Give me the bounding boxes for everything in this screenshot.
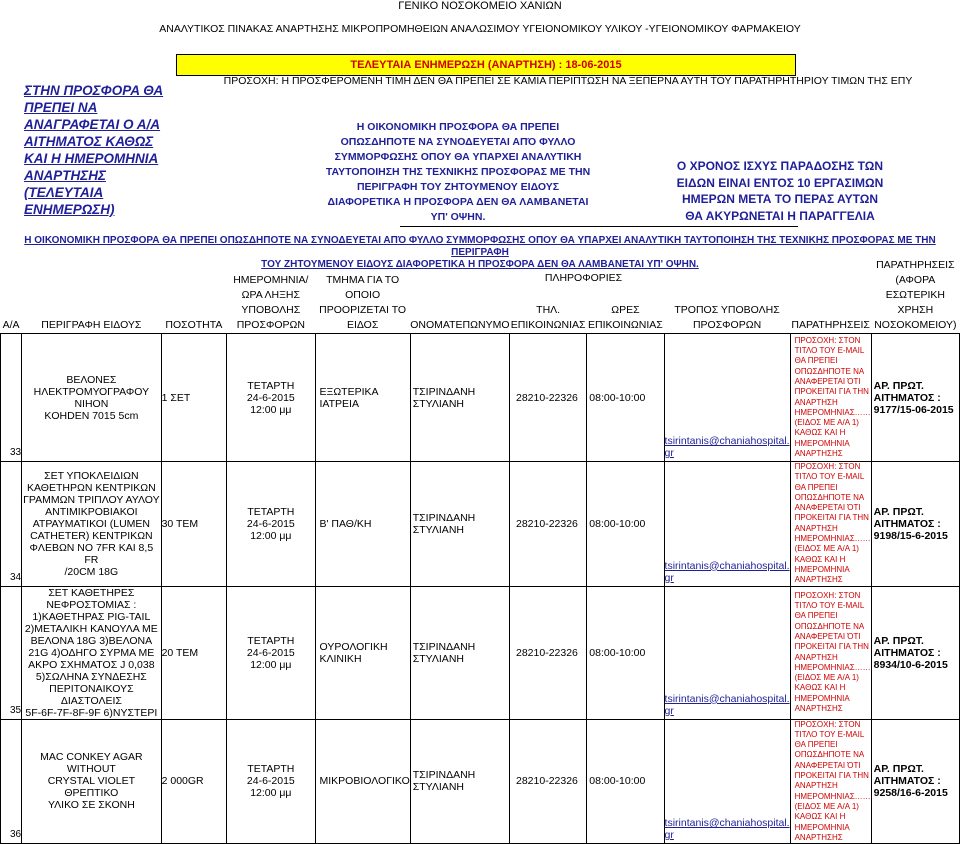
remark-line: ΟΠΩΣΔΗΠΟΤΕ ΝΑ (794, 366, 865, 376)
validity-note-line: Ο ΧΡΟΝΟΣ ΙΣΧΥΣ ΠΑΡΑΔΟΣΗΣ ΤΩΝ (676, 159, 884, 173)
item-description (22, 334, 161, 462)
item-quantity: 1 ΣΕΤ (161, 334, 227, 462)
email-line: tsirintanis@chaniahospital. (664, 817, 790, 830)
remark-line: ΑΝΑΡΤΗΣΗ (794, 397, 838, 407)
row-number: 34 (1, 462, 22, 587)
deadline-line: 24-6-2015 (246, 646, 295, 659)
internal-reference-line: ΑΙΤΗΜΑΤΟΣ : (873, 391, 941, 404)
col-description: ΠΕΡΙΓΡΑΦΗ ΕΙΔΟΥΣ (41, 319, 142, 331)
left-note-line: ΠΡΕΠΕΙ ΝΑ (24, 100, 98, 115)
left-note-line: ΑΝΑΡΤΗΣΗΣ (24, 168, 106, 183)
remark-line: ΠΡΟΣΟΧΗ: ΣΤΟΝ (794, 590, 861, 600)
submission-email-cell (664, 334, 790, 462)
remark-line: ΑΝΑΦΕΡΕΤΑΙ ΌΤΙ (794, 760, 861, 770)
remark-line: ΠΡΟΣΟΧΗ: ΣΤΟΝ (794, 719, 861, 729)
col-remarks: ΠΑΡΑΤΗΡΗΣΕΙΣ (791, 319, 870, 331)
col-hours-line: ΕΠΙΚΟΙΝΩΝΙΑΣ (588, 319, 663, 331)
item-description (22, 719, 161, 844)
deadline-line: ΤΕΤΑΡΤΗ (247, 505, 295, 518)
remark-line: (ΕΙΔΟΣ ΜΕ Α/Α 1) (794, 544, 859, 554)
email-line: gr (664, 829, 674, 842)
submission-deadline (227, 334, 315, 462)
delivery-validity-note (630, 158, 930, 224)
col-hours-line: ΩΡΕΣ (611, 304, 640, 316)
internal-reference-line: ΑΡ. ΠΡΩΤ. (873, 505, 924, 518)
submission-email-cell (664, 586, 790, 719)
contact-name-line: ΣΤΥΛΙΑΝΗ (412, 652, 464, 665)
contact-name (410, 719, 509, 844)
remark-line: ΘΑ ΠΡΕΠΕΙ (794, 611, 838, 621)
item-description-line: 1)ΚΑΘΕΤΗΡΑΣ PIG-TAIL (32, 610, 151, 623)
deadline-line: ΤΕΤΑΡΤΗ (247, 634, 295, 647)
price-warning: ΠΡΟΣΟΧΗ: Η ΠΡΟΣΦΕΡΟΜΕΝΗ ΤΙΜΗ ΔΕΝ ΘΑ ΠΡΕΠΕΙ ΣΕ ΚΑΜΙΑ ΠΕΡΙΠΤΩΣΗ ΝΑ ΞΕΠΕΡΝΑ ΑΥΤΗ ΤΟΥ ΠΑΡΑΤΗΡΗΤΗΡΙΟΥ ΤΙΜΩΝ ΤΗΣ ΕΠΥ (223, 75, 913, 87)
remarks-note (790, 462, 871, 587)
remark-line: ΚΑΘΩΣ ΚΑΙ Η (794, 812, 846, 822)
table-row (1, 586, 960, 719)
remark-line: ΑΝΑΡΤΗΣΗΣ (794, 704, 843, 714)
remark-line: ΑΝΑΦΕΡΕΤΑΙ ΌΤΙ (794, 376, 861, 386)
col-phone-line: ΕΠΙΚΟΙΝΩΝΙΑΣ (510, 319, 586, 331)
remark-line: ΗΜΕΡΟΜΗΝΙΑ (794, 822, 850, 832)
remark-line: ΗΜΕΡΟΜΗΝΙΑΣ…… (794, 534, 871, 544)
internal-reference (871, 719, 959, 844)
item-description-line: KOHDEN 7015 5cm (44, 409, 139, 422)
internal-reference (871, 462, 959, 587)
contact-hours: 08:00-10:00 (587, 586, 664, 719)
col-department-line: ΠΡΟΟΡΙΖΕΤΑΙ ΤΟ (319, 304, 407, 316)
offer-note-underline (400, 226, 798, 227)
remark-line: ΑΝΑΡΤΗΣΗΣ (794, 575, 843, 585)
row-number: 36 (1, 719, 22, 844)
contact-hours: 08:00-10:00 (587, 719, 664, 844)
remark-line: ΚΑΘΩΣ ΚΑΙ Η (794, 428, 846, 438)
col-phone-line: ΤΗΛ. (536, 304, 561, 316)
email-line: gr (664, 704, 674, 717)
item-description-line: 2)ΜΕΤΑΛΙΚΗ ΚΑΝΟΥΛΑ ΜΕ (24, 622, 158, 635)
department-line: ΕΞΩΤΕΡΙΚΑ (319, 385, 379, 398)
contact-name (410, 462, 509, 587)
left-note-line: (ΤΕΛΕΥΤΑΙΑ (24, 185, 104, 200)
item-description-line: ΑΚΡΟ ΣΧΗΜΑΤΟΣ J 0,038 (28, 658, 155, 671)
page-subtitle: ΑΝΑΛΥΤΙΚΟΣ ΠΙΝΑΚΑΣ ΑΝΑΡΤΗΣΗΣ ΜΙΚΡΟΠΡΟΜΗΘΕΙΩΝ ΑΝΑΛΩΣΙΜΟΥ ΥΓΕΙΟΝΟΜΙΚΟΥ ΥΛΙΚΟΥ -ΥΓΕΙΟΝΟΜΙΚΟΥ ΦΑΡΜΑΚΕΙΟΥ (159, 23, 801, 35)
internal-reference-line: ΑΡ. ΠΡΩΤ. (873, 634, 924, 647)
email-line: tsirintanis@chaniahospital. (664, 559, 790, 572)
contact-name-line: ΣΤΥΛΙΑΝΗ (412, 397, 464, 410)
remarks-note (790, 586, 871, 719)
submission-deadline (227, 462, 315, 587)
remark-line: (ΕΙΔΟΣ ΜΕ Α/Α 1) (794, 801, 859, 811)
item-description (22, 462, 161, 587)
col-internal-line: ΠΑΡΑΤΗΡΗΣΕΙΣ (876, 259, 955, 271)
remark-line: ΗΜΕΡΟΜΗΝΙΑΣ…… (794, 791, 871, 801)
hospital-name: ΓΕΝΙΚΟ ΝΟΣΟΚΟΜΕΙΟ ΧΑΝΙΩΝ (398, 0, 562, 12)
internal-reference (871, 334, 959, 462)
remark-line: ΘΑ ΠΡΕΠΕΙ (794, 356, 838, 366)
left-note-line: ΑΙΤΗΜΑΤΟΣ ΚΑΘΩΣ (24, 134, 154, 149)
table-row (1, 462, 960, 587)
submission-email-cell (664, 462, 790, 587)
department-line: ΙΑΤΡΕΙΑ (319, 397, 359, 410)
col-department-line: ΕΙΔΟΣ (346, 319, 379, 331)
contact-phone: 28210-22326 (510, 462, 587, 587)
remark-line: (ΕΙΔΟΣ ΜΕ Α/Α 1) (794, 673, 859, 683)
col-submission (664, 258, 790, 334)
contact-name-line: ΤΣΙΡΙΝΔΑΝΗ (412, 640, 476, 653)
col-phone (510, 258, 587, 334)
remark-line: ΠΡΟΚΕΙΤΑΙ ΓΙΑ ΤΗΝ (794, 771, 869, 781)
col-deadline-line: ΠΡΟΣΦΟΡΩΝ (236, 319, 305, 331)
item-description (22, 586, 161, 719)
item-description-line: /20CM 18G (64, 565, 119, 578)
item-description-line: ΠΕΡΙΤΟΝΑΙΚΟΥΣ ΔΙΑΣΤΟΛΕΙΣ (49, 682, 134, 707)
validity-note-line: ΕΙΔΩΝ ΕΙΝΑΙ ΕΝΤΟΣ 10 ΕΡΓΑΣΙΜΩΝ (676, 175, 884, 190)
col-internal-line: ΕΣΩΤΕΡΙΚΗ (885, 289, 945, 301)
department-line: Β' ΠΑΘ/ΚΗ (319, 517, 372, 530)
remark-line: ΠΡΟΣΟΧΗ: ΣΤΟΝ (794, 335, 861, 345)
procurement-table (0, 258, 960, 844)
department-line: ΚΛΙΝΙΚΗ (319, 652, 362, 665)
item-quantity: 2 000GR (161, 719, 227, 844)
item-description-line: ΑΤΡΑΥΜΑΤΙΚΟΙ (LUMEN (32, 517, 151, 530)
email-link[interactable] (665, 817, 790, 841)
remark-line: ΚΑΘΩΣ ΚΑΙ Η (794, 554, 846, 564)
col-internal-line: ΝΟΣΟΚΟΜΕΙΟΥ) (874, 319, 957, 331)
col-deadline-line: ΗΜΕΡΟΜΗΝΙΑ/ (233, 274, 309, 286)
internal-reference-line: ΑΙΤΗΜΑΤΟΣ : (873, 517, 941, 530)
email-line: tsirintanis@chaniahospital. (664, 692, 790, 705)
remark-line: ΤΙΤΛΟ ΤΟΥ E-MAIL (794, 472, 865, 482)
left-note-line: ΕΝΗΜΕΡΩΣΗ) (24, 202, 115, 217)
contact-name-line: ΣΤΥΛΙΑΝΗ (412, 781, 464, 794)
remark-line: ΑΝΑΡΤΗΣΗ (794, 523, 838, 533)
offer-note-line: ΠΕΡΙΓΡΑΦΗ ΤΟΥ ΖΗΤΟΥΜΕΝΟΥ ΕΙΔΟΥΣ (356, 181, 560, 193)
internal-reference-line: 8934/10-6-2015 (873, 658, 948, 671)
internal-reference-line: 9258/16-6-2015 (873, 787, 948, 800)
internal-reference-line: ΑΡ. ΠΡΩΤ. (873, 379, 924, 392)
col-internal-line: ΧΡΗΣΗ (897, 304, 934, 316)
email-link[interactable] (665, 435, 790, 459)
deadline-line: 12:00 μμ (250, 529, 292, 542)
item-description-line: ΦΛΕΒΩΝ ΝΟ 7FR KAI 8,5 FR (29, 541, 154, 566)
department (315, 334, 410, 462)
deadline-line: ΤΕΤΑΡΤΗ (247, 379, 295, 392)
col-deadline (227, 258, 315, 334)
item-description-line: 5)ΣΩΛΗΝΑ ΣΥΝΔΕΣΗΣ (35, 670, 147, 683)
contact-name-line: ΤΣΙΡΙΝΔΑΝΗ (412, 769, 476, 782)
remark-line: ΠΡΟΚΕΙΤΑΙ ΓΙΑ ΤΗΝ (794, 513, 869, 523)
email-link[interactable] (665, 693, 790, 717)
col-department-line: ΟΠΟΙΟ (345, 289, 381, 301)
remark-line: ΟΠΩΣΔΗΠΟΤΕ ΝΑ (794, 750, 865, 760)
row-number: 33 (1, 334, 22, 462)
item-description-line: ΣΕΤ ΥΠΟΚΛΕΙΔΙΩΝ (44, 469, 139, 482)
col-quantity: ΠΟΣΟΤΗΤΑ (165, 319, 223, 331)
item-description-line: ΥΛΙΚΟ ΣΕ ΣΚΟΝΗ (47, 799, 135, 812)
last-update-banner: ΤΕΛΕΥΤΑΙΑ ΕΝΗΜΕΡΩΣΗ (ΑΝΑΡΤΗΣΗ) : 18-06-2015 (176, 54, 796, 76)
item-quantity: 30 ΤΕΜ (161, 462, 227, 587)
internal-reference-line: ΑΡ. ΠΡΩΤ. (873, 763, 924, 776)
remark-line: ΗΜΕΡΟΜΗΝΙΑ (794, 564, 850, 574)
offer-note-line: ΤΑΥΤΟΠΟΙΗΣΗ ΤΗΣ ΤΕΧΝΙΚΗΣ ΠΡΟΣΦΟΡΑΣ ΜΕ ΤΗΝ (325, 166, 591, 178)
remark-line: ΤΙΤΛΟ ΤΟΥ E-MAIL (794, 346, 865, 356)
deadline-line: 24-6-2015 (246, 775, 295, 788)
col-department-line: ΤΜΗΜΑ ΓΙΑ ΤΟ (326, 274, 400, 286)
remark-line: ΑΝΑΦΕΡΕΤΑΙ ΌΤΙ (794, 503, 861, 513)
email-link[interactable] (665, 560, 790, 584)
col-department (315, 258, 410, 334)
item-description-line: MAC CONKEY AGAR WITHOUT (40, 751, 143, 776)
offer-compliance-note (316, 120, 600, 225)
item-description-line: 21G 4)ΟΔΗΓΟ ΣΥΡΜΑ ΜΕ (28, 646, 155, 659)
remark-line: ΗΜΕΡΟΜΗΝΙΑΣ…… (794, 407, 871, 417)
contact-name-line: ΤΣΙΡΙΝΔΑΝΗ (412, 385, 476, 398)
offer-note-line: ΔΙΑΦΟΡΕΤΙΚΑ Η ΠΡΟΣΦΟΡΑ ΔΕΝ ΘΑ ΛΑΜΒΑΝΕΤΑΙ (327, 196, 589, 208)
remark-line: ΤΙΤΛΟ ΤΟΥ E-MAIL (794, 601, 865, 611)
remark-line: ΠΡΟΣΟΧΗ: ΣΤΟΝ (794, 462, 861, 471)
email-line: gr (664, 447, 674, 459)
col-aa: Α/Α (2, 319, 20, 331)
remark-line: ΠΡΟΚΕΙΤΑΙ ΓΙΑ ΤΗΝ (794, 387, 869, 397)
deadline-line: 24-6-2015 (246, 391, 295, 404)
internal-reference (871, 586, 959, 719)
submission-deadline (227, 586, 315, 719)
contact-name (410, 334, 509, 462)
validity-note-line: ΗΜΕΡΩΝ ΜΕΤΑ ΤΟ ΠΕΡΑΣ ΑΥΤΩΝ (681, 192, 879, 206)
deadline-line: ΤΕΤΑΡΤΗ (247, 763, 295, 776)
remark-line: (ΕΙΔΟΣ ΜΕ Α/Α 1) (794, 418, 859, 428)
col-name-label: ΟΝΟΜΑΤΕΠΩΝΥΜΟ (410, 319, 510, 331)
col-internal (871, 258, 959, 334)
remark-line: ΗΜΕΡΟΜΗΝΙΑ (794, 693, 850, 703)
contact-name (410, 586, 509, 719)
remark-line: ΘΑ ΠΡΕΠΕΙ (794, 482, 838, 492)
department-line: ΟΥΡΟΛΟΓΙΚΗ (319, 640, 388, 653)
deadline-line: 12:00 μμ (250, 658, 292, 671)
department (315, 586, 410, 719)
row-number: 35 (1, 586, 22, 719)
email-line: tsirintanis@chaniahospital. (664, 435, 790, 447)
compliance-line-1: Η ΟΙΚΟΝΟΜΙΚΗ ΠΡΟΣΦΟΡΑ ΘΑ ΠΡΕΠΕΙ ΟΠΩΣΔΗΠΟΤΕ ΝΑ ΣΥΝΟΔΕΥΕΤΑΙ ΑΠΌ ΦΥΛΛΟ ΣΥΜΜΟΡΦΩΣΗΣ ΟΠΟΥ ΘΑ ΥΠΑΡΧΕΙ ΑΝΑΛΥΤΙΚΗ ΤΑΥΤΟΠΟΙΗΣΗ ΤΗΣ ΤΕΧΝΙΚΗΣ ΠΡΟΣΦΟΡΑΣ ΜΕ ΤΗΝ ΠΕΡΙΓΡΑΦΗ (24, 235, 936, 258)
col-submission-line: ΠΡΟΣΦΟΡΩΝ (692, 319, 762, 331)
contact-name-line: ΣΤΥΛΙΑΝΗ (412, 523, 464, 536)
col-deadline-line: ΥΠΟΒΟΛΗΣ (241, 304, 301, 316)
validity-note-line: ΘΑ ΑΚΥΡΩΝΕΤΑΙ Η ΠΑΡΑΓΓΕΛΙΑ (685, 208, 875, 223)
internal-reference-line: 9198/15-6-2015 (873, 529, 948, 542)
remark-line: ΑΝΑΡΤΗΣΗΣ (794, 448, 843, 458)
deadline-line: 24-6-2015 (246, 517, 295, 530)
left-note-line: ΚΑΙ Η ΗΜΕΡΟΜΗΝΙΑ (24, 151, 159, 166)
remark-line: ΘΑ ΠΡΕΠΕΙ (794, 740, 838, 750)
table-header-row (1, 258, 960, 334)
item-description-line: ΒΕΛΟΝΕΣ (66, 373, 117, 386)
department-line: ΜΙΚΡΟΒΙΟΛΟΓΙΚΟ (319, 775, 410, 788)
department (315, 719, 410, 844)
item-quantity: 20 ΤΕΜ (161, 586, 227, 719)
remark-line: ΚΑΘΩΣ ΚΑΙ Η (794, 683, 846, 693)
item-description-line: CRYSTAL VIOLET ΘΡΕΠΤΙΚΟ (47, 775, 136, 800)
contact-phone: 28210-22326 (510, 719, 587, 844)
item-description-line: ΗΛΕΚΤΡΟΜΥΟΓΡΑΦΟΥ NIHON (33, 385, 150, 410)
remark-line: ΟΠΩΣΔΗΠΟΤΕ ΝΑ (794, 492, 865, 502)
contact-phone: 28210-22326 (510, 586, 587, 719)
item-description-line: ΣΕΤ ΚΑΘΕΤΗΡΕΣ (48, 586, 135, 599)
compliance-line-2: ΤΟΥ ΖΗΤΟΥΜΕΝΟΥ ΕΙΔΟΥΣ ΔΙΑΦΟΡΕΤΙΚΑ Η ΠΡΟΣΦΟΡΑ ΔΕΝ ΘΑ ΛΑΜΒΑΝΕΤΑΙ ΥΠ' ΟΨΗΝ. (261, 259, 699, 270)
offer-note-line: Η ΟΙΚΟΝΟΜΙΚΗ ΠΡΟΣΦΟΡΑ ΘΑ ΠΡΕΠΕΙ (356, 121, 560, 133)
item-description-line: ΑΝΤΙΜΙΚΡΟΒΙΑΚΟΙ (45, 505, 138, 518)
item-description-line: ΝΕΦΡΟΣΤΟΜΙΑΣ : (46, 598, 137, 611)
remark-line: ΠΡΟΚΕΙΤΑΙ ΓΙΑ ΤΗΝ (794, 642, 869, 652)
left-note-line: ΑΝΑΓΡΑΦΕΤΑΙ Ο Α/Α (24, 117, 161, 132)
col-hours (587, 258, 664, 334)
department (315, 462, 410, 587)
offer-note-line: ΟΠΩΣΔΗΠΟΤΕ ΝΑ ΣΥΝΟΔΕΥΕΤΑΙ ΑΠΌ ΦΥΛΛΟ (340, 136, 576, 148)
left-instruction-note (24, 82, 174, 218)
remark-line: ΑΝΑΦΕΡΕΤΑΙ ΌΤΙ (794, 631, 861, 641)
remark-line: ΑΝΑΡΤΗΣΗ (794, 652, 838, 662)
item-description-line: 5F-6F-7F-8F-9F 6)ΝΥΣΤΕΡΙ (25, 706, 158, 719)
remarks-note (790, 334, 871, 462)
info-group-header: ΠΛΗΡΟΦΟΡΙΕΣ (544, 272, 623, 284)
col-submission-line: ΤΡΟΠΟΣ ΥΠΟΒΟΛΗΣ (674, 304, 780, 316)
contact-hours: 08:00-10:00 (587, 334, 664, 462)
remark-line: ΗΜΕΡΟΜΗΝΙΑ (794, 438, 850, 448)
deadline-line: 12:00 μμ (250, 403, 292, 416)
col-internal-line: (ΑΦΟΡΑ (895, 274, 936, 286)
remark-line: ΗΜΕΡΟΜΗΝΙΑΣ…… (794, 662, 871, 672)
item-description-line: CATHETER) ΚΕΝΤΡΙΚΩΝ (30, 529, 153, 542)
contact-hours: 08:00-10:00 (587, 462, 664, 587)
remark-line: ΑΝΑΡΤΗΣΗ (794, 781, 838, 791)
contact-phone: 28210-22326 (510, 334, 587, 462)
left-note-line: ΣΤΗΝ ΠΡΟΣΦΟΡΑ ΘΑ (24, 83, 164, 98)
internal-reference-line: ΑΙΤΗΜΑΤΟΣ : (873, 646, 941, 659)
remark-line: ΤΙΤΛΟ ΤΟΥ E-MAIL (794, 729, 865, 739)
offer-note-line: ΣΥΜΜΟΡΦΩΣΗΣ ΟΠΟΥ ΘΑ ΥΠΑΡΧΕΙ ΑΝΑΛΥΤΙΚΗ (334, 151, 582, 163)
internal-reference-line: ΑΙΤΗΜΑΤΟΣ : (873, 775, 941, 788)
item-description-line: ΒΕΛΟΝΑ 18G 3)ΒΕΛΟΝΑ (30, 634, 153, 647)
item-description-line: ΚΑΘΕΤΗΡΩΝ ΚΕΝΤΡΙΚΩΝ (27, 481, 156, 494)
table-row (1, 334, 960, 462)
remark-line: ΟΠΩΣΔΗΠΟΤΕ ΝΑ (794, 621, 865, 631)
col-deadline-line: ΩΡΑ ΛΗΞΗΣ (241, 289, 301, 301)
submission-email-cell (664, 719, 790, 844)
table-row (1, 719, 960, 844)
remarks-note (790, 719, 871, 844)
remark-line: ΑΝΑΡΤΗΣΗΣ (794, 832, 843, 842)
internal-reference-line: 9177/15-06-2015 (873, 403, 954, 416)
deadline-line: 12:00 μμ (250, 787, 292, 800)
offer-note-line: ΥΠ' ΟΨΗΝ. (430, 211, 486, 223)
item-description-line: ΓΡΑΜΜΩΝ ΤΡΙΠΛΟΥ ΑΥΛΟΥ (23, 493, 160, 506)
contact-name-line: ΤΣΙΡΙΝΔΑΝΗ (412, 511, 476, 524)
submission-deadline (227, 719, 315, 844)
email-line: gr (664, 571, 674, 584)
